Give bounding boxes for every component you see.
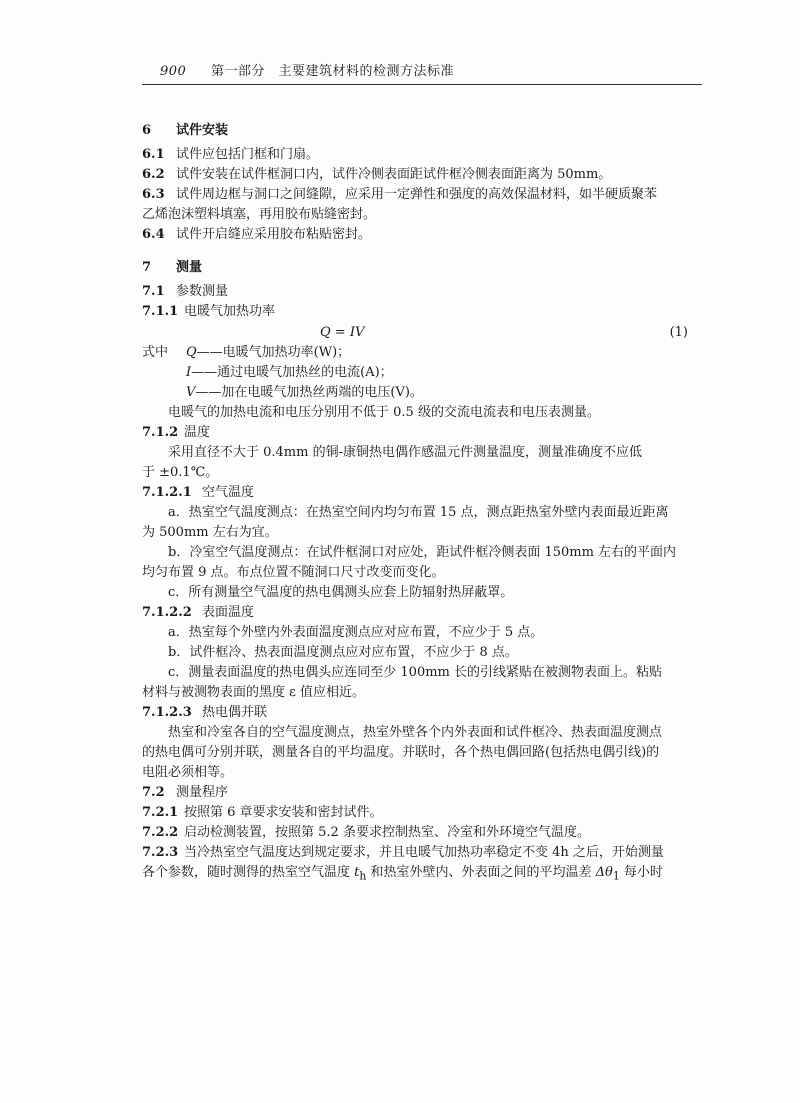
clause-text: 每小时 (619, 865, 663, 880)
clause-text: 试件安装在试件框洞口内，试件冷侧表面距试件框冷侧表面距离为 50mm。 (176, 167, 612, 182)
clause-7-2-3-cont (142, 863, 688, 887)
clause-7-2 (142, 783, 688, 803)
clause-7-1-1 (142, 302, 688, 322)
clause-6-3 (142, 185, 688, 205)
list-item: a．热室每个外壁内外表面温度测点应对应布置，不应少于 5 点。 (168, 625, 544, 640)
symbol-subscript: h (359, 869, 367, 883)
clause-number: 7.1.2 (142, 425, 179, 440)
list-item: 为 500mm 左右为宜。 (142, 525, 278, 540)
page-number: 900 (160, 64, 187, 79)
clause-number: 7.1 (142, 284, 165, 299)
where-label: 式中 (142, 345, 169, 360)
clause-7-1 (142, 282, 688, 302)
section-title: 试件安装 (176, 123, 229, 138)
symbol: Δθ (595, 865, 613, 880)
clause-number: 7.1.2.3 (142, 705, 192, 720)
clause-text: 启动检测装置，按照第 5.2 条要求控制热室、冷室和外环境空气温度。 (184, 825, 590, 840)
clause-text: 和热室外壁内、外表面之间的平均温差 (366, 865, 596, 880)
clause-number: 7.1.2.2 (142, 605, 192, 620)
clause-text: 电暖气加热功率 (184, 304, 276, 319)
section-6-heading (142, 121, 688, 141)
clause-number: 7.1.1 (142, 304, 179, 319)
symbol-definition: ——加在电暖气加热丝两端的电压(V)。 (195, 385, 423, 400)
where-line (142, 383, 688, 403)
header-rule (142, 84, 702, 85)
clause-7-2-3 (142, 843, 688, 863)
where-line (142, 363, 688, 383)
clause-7-1-2-2 (142, 603, 688, 623)
body-text (142, 108, 688, 887)
symbol: Q (186, 345, 197, 360)
list-item: 均匀布置 9 点。布点位置不随洞口尺寸改变而变化。 (142, 565, 445, 580)
running-header (160, 60, 700, 79)
list-item: b．冷室空气温度测点：在试件框洞口对应处，距试件框冷侧表面 150mm 左右的平面内 (168, 545, 677, 560)
clause-number: 7.2.2 (142, 825, 179, 840)
clause-text: 温度 (184, 425, 211, 440)
equation-number: (1) (669, 325, 688, 340)
list-item: c．测量表面温度的热电偶头应连同至少 100mm 长的引线紧贴在被测物表面上。粘贴 (168, 665, 663, 680)
clause-text: 空气温度 (202, 485, 255, 500)
symbol-definition: ——电暖气加热功率(W)； (196, 345, 351, 360)
formula-1 (142, 323, 688, 343)
clause-number: 6.1 (142, 147, 165, 162)
clause-number: 7.2.3 (142, 845, 179, 860)
clause-number: 7.2.1 (142, 805, 179, 820)
section-7-heading (142, 258, 688, 278)
list-item: b．试件框冷、热表面温度测点应对应布置，不应少于 8 点。 (168, 645, 518, 660)
section-number: 6 (142, 123, 152, 138)
section-number: 7 (142, 260, 152, 275)
symbol-subscript: 1 (612, 869, 620, 883)
clause-number: 6.2 (142, 167, 165, 182)
clause-7-1-2-1 (142, 483, 688, 503)
clause-6-3-cont (142, 205, 688, 225)
header-title: 第一部分 主要建筑材料的检测方法标准 (210, 64, 454, 79)
clause-7-1-2 (142, 423, 688, 443)
symbol-definition: ——通过电暖气加热丝的电流(A)； (191, 365, 393, 380)
clause-text: 试件开启缝应采用胶布粘贴密封。 (176, 227, 372, 242)
clause-text: 参数测量 (176, 284, 229, 299)
paragraph: 热室和冷室各自的空气温度测点，热室外壁各个内外表面和试件框冷、热表面温度测点 (168, 725, 663, 740)
clause-text: 试件应包括门框和门扇。 (176, 147, 320, 162)
symbol: V (186, 385, 196, 400)
symbol: t (354, 865, 360, 880)
clause-number: 7.2 (142, 785, 165, 800)
where-line (142, 343, 688, 363)
clause-number: 6.3 (142, 187, 165, 202)
clause-6-2 (142, 165, 688, 185)
clause-7-1-2-3 (142, 703, 688, 723)
clause-text: 各个参数，随时测得的热室空气温度 (142, 865, 355, 880)
clause-number: 7.1.2.1 (142, 485, 192, 500)
paragraph: 电阻必须相等。 (142, 765, 234, 780)
clause-text: 乙烯泡沫塑料填塞，再用胶布贴缝密封。 (142, 207, 377, 222)
formula-expression: Q = IV (320, 325, 365, 340)
clause-text: 当冷热室空气温度达到规定要求，并且电暖气加热功率稳定不变 4h 之后，开始测量 (184, 845, 664, 860)
paragraph: 的热电偶可分别并联，测量各自的平均温度。并联时，各个热电偶回路(包括热电偶引线)的 (142, 745, 660, 760)
list-item: c．所有测量空气温度的热电偶测头应套上防辐射热屏蔽罩。 (168, 585, 514, 600)
clause-text: 试件周边框与洞口之间缝隙，应采用一定弹性和强度的高效保温材料，如半硬质聚苯 (176, 187, 658, 202)
paragraph: 于 ±0.1℃。 (142, 465, 219, 480)
clause-text: 表面温度 (202, 605, 255, 620)
clause-text: 测量程序 (176, 785, 229, 800)
clause-6-4 (142, 225, 688, 245)
paragraph: 采用直径不大于 0.4mm 的铜-康铜热电偶作感温元件测量温度，测量准确度不应低 (168, 445, 642, 460)
clause-7-2-1 (142, 803, 688, 823)
clause-number: 6.4 (142, 227, 165, 242)
symbol: I (186, 365, 192, 380)
list-item: 材料与被测物表面的黑度 ε 值应相近。 (142, 685, 365, 700)
clause-7-2-2 (142, 823, 688, 843)
clause-6-1 (142, 145, 688, 165)
clause-text: 按照第 6 章要求安装和密封试件。 (184, 805, 383, 820)
section-title: 测量 (176, 260, 203, 275)
paragraph: 电暖气的加热电流和电压分别用不低于 0.5 级的交流电流表和电压表测量。 (168, 405, 600, 420)
list-item: a．热室空气温度测点：在热室空间内均匀布置 15 点，测点距热室外壁内表面最近距离 (168, 505, 669, 520)
clause-text: 热电偶并联 (202, 705, 268, 720)
